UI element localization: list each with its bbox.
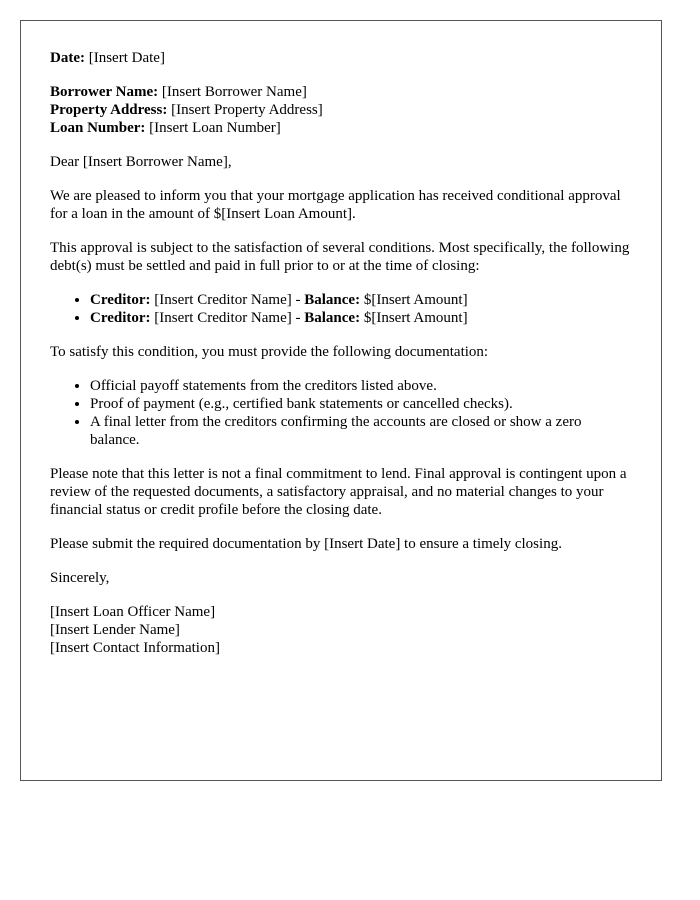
letter (20, 20, 662, 781)
doc-item: • Proof of payment (e.g., certified bank statements or cancelled checks). (90, 395, 633, 413)
deadline-paragraph: Please submit the required documentation by [Insert Date] to ensure a timely closing. (50, 536, 562, 552)
creditor-name: [Insert Creditor Name] (154, 310, 292, 326)
loan-value: [Insert Loan Number] (149, 120, 281, 136)
creditor-name: [Insert Creditor Name] (154, 292, 292, 308)
creditor-label: Creditor: (90, 292, 151, 308)
closing: Sincerely, (50, 570, 110, 586)
signature-block (50, 603, 633, 657)
borrower-info (50, 83, 633, 137)
disclaimer-paragraph: Please note that this letter is not a final commitment to lend. Final approval is contingent upon a review of the requested documents, a satisfactory appraisal, and no material changes to your financial status or credit profile before the closing date. (50, 466, 627, 518)
lender-name: [Insert Lender Name] (50, 622, 180, 638)
borrower-value: [Insert Borrower Name] (161, 84, 307, 100)
balance-label: Balance: (304, 310, 361, 326)
debt-item (90, 291, 633, 309)
officer-name: [Insert Loan Officer Name] (50, 604, 216, 620)
borrower-label: Borrower Name: (50, 84, 159, 100)
address-label: Property Address: (50, 102, 168, 118)
separator: - (295, 310, 301, 326)
separator: - (295, 292, 301, 308)
conditions-paragraph: This approval is subject to the satisfaction of several conditions. Most specifically, the following debt(s) must be settled and paid in full prior to or at the time of closing: (50, 240, 630, 274)
debt-item (90, 309, 633, 327)
balance-label: Balance: (304, 292, 361, 308)
balance-value: $[Insert Amount] (363, 292, 468, 308)
date-line (50, 49, 633, 67)
address-value: [Insert Property Address] (171, 102, 323, 118)
creditor-label: Creditor: (90, 310, 151, 326)
approval-paragraph: We are pleased to inform you that your mortgage application has received conditional approval for a loan in the amount of $[Insert Loan Amount]. (50, 188, 621, 222)
contact-info: [Insert Contact Information] (50, 640, 220, 656)
debt-list (50, 291, 633, 327)
date-value: [Insert Date] (88, 50, 165, 66)
doc-item: • A final letter from the creditors confirming the accounts are closed or show a zero balance. (90, 413, 633, 449)
loan-label: Loan Number: (50, 120, 146, 136)
doc-item: • Official payoff statements from the creditors listed above. (90, 377, 633, 395)
documentation-intro: To satisfy this condition, you must provide the following documentation: (50, 344, 489, 360)
date-label: Date: (50, 50, 85, 66)
documentation-list (50, 377, 633, 449)
salutation: Dear [Insert Borrower Name], (50, 154, 232, 170)
balance-value: $[Insert Amount] (363, 310, 468, 326)
